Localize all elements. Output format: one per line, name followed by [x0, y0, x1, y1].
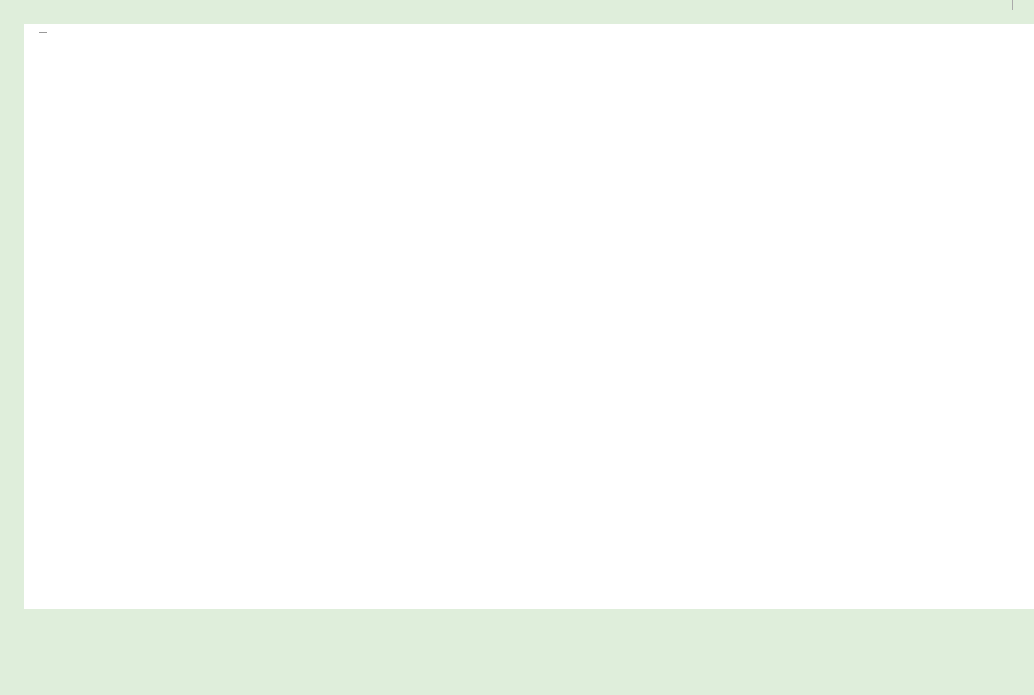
margin-mark	[39, 32, 47, 33]
top-border	[0, 0, 1034, 22]
margin-mark	[1012, 0, 1013, 10]
map-panel-after	[529, 74, 1011, 410]
footer-date	[862, 663, 864, 683]
footer-organization	[846, 620, 848, 640]
map-panel-before	[28, 74, 510, 410]
section-heading	[30, 36, 40, 56]
document-page	[24, 24, 1034, 609]
